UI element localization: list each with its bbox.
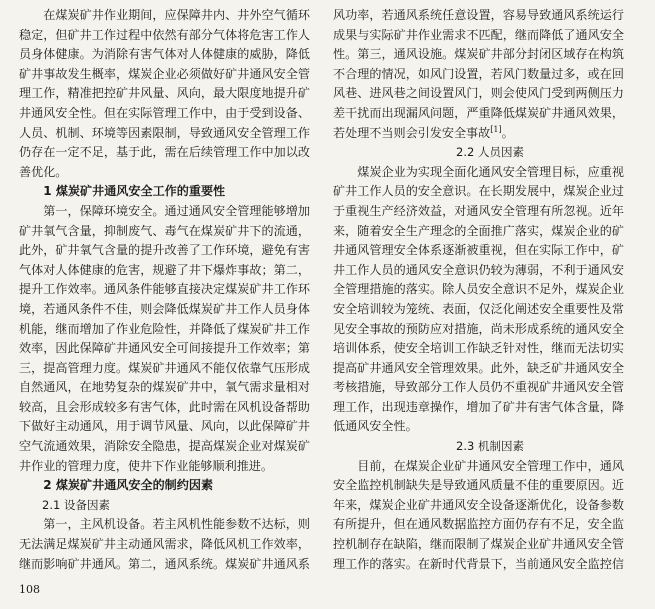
subsection-2-1-paragraph: 第一，主风机设备。若主风机性能参数不达标，则无法满足煤炭矿井主动通风需求，降低风机工作效率，继而影响矿井通风。第二，通风系统。煤炭矿井通风系 [19,517,310,571]
subsection-2-3-heading: 2.3 机制因素 [456,439,524,454]
subsection-2-2-paragraph: 煤炭企业为实现全面化通风安全管理目标，应重视矿井工作人员的安全意识。在长期发展中，煤炭企业过于重视生产经济效益，对通风安全管理有所忽视。近年来，随着安全生产理念的全面推广落实，煤炭企业的矿井通风管理安全体系逐渐被重视，但在实际工作中，矿井工作人员的通风安全意识仍较为薄弱，不利于通风安全管理措施的落实。除人员安全意识不足外，煤炭企业安全培训较为笼统、表面，仅泛化阐述安全重要性及常见安全事故的预防应对措施，尚未形成系统的通风安全培训体系，使安全培训工作缺乏针对性，继而无法切实提高矿井通风安全管理效果。此外，缺乏矿井通风安全考核措施，导致部分工作人员仍不重视矿井通风安全管理工作，出现违章操作，增加了矿井有害气体含量，降低通风安全性。 [333,164,624,434]
section-1-heading: 1 煤炭矿井通风安全工作的重要性 [43,184,226,199]
page-number: 108 [19,583,40,596]
continued-text: 风功率，若通风系统任意设置，容易导致通风系统运行成果与实际矿井作业需求不匹配，继而降低了通风安全性。第三，通风设施。煤炭矿井部分封闭区域存在构筑不合理的情况，如风门设置，若风门数量过多，或在回风巷、进风巷之间设置风门，则会使风门受到两侧压力差干扰而出现漏风问题，严重降低煤炭矿井通风效果，若处理不当则会引发安全事故 [333,8,624,140]
sentence-end: 。 [501,125,514,140]
intro-paragraph: 在煤炭矿井作业期间，应保障井内、井外空气循环稳定，但矿井工作过程中依然有部分气体将危害工作人员身体健康。为消除有害气体对人体健康的威胁，降低矿井事故发生概率，煤炭企业必须做好矿井通风安全管理工作，精准把控矿井风量、风向，最大限度地提升矿井通风安全性。但在实际管理工作中，由于受到设备、人员、机制、环境等因素限制，导致通风安全管理工作仍存在一定不足，基于此，需在后续管理工作中加以改善优化。 [19,8,310,179]
section-1-paragraph: 第一，保障环境安全。通过通风安全管理能够增加矿井氧气含量，抑制废气、毒气在煤炭矿井下的流通，此外，矿井氧气含量的提升改善了工作环境，避免有害气体对人体健康的危害，规避了井下爆炸事故；第二，提升工作效率。通风条件能够直接决定煤炭矿井工作环境，若通风条件不佳，则会降低煤炭矿井工作人员身体机能，继而增加了作业危险性，并降低了煤炭矿井工作效率，因此保障矿井通风安全可间接提升工作效率；第三，提高管理力度。煤炭矿井通风不能仅依靠气压形成自然通风，在地势复杂的煤炭矿井中，氧气需求量相对较高，且会形成较多有害气体，此时需在风机设备帮助下做好主动通风，用于调节风量、风向，以此保障矿井空气流通效果，消除安全隐患，提高煤炭企业对煤炭矿井作业的管理力度，使井下作业能够顺利推进。 [19,203,310,473]
subsection-2-1-continued-paragraph [333,6,624,143]
citation-ref: [1] [490,124,502,134]
left-column [19,6,310,576]
right-column [333,6,624,576]
subsection-2-1-heading: 2.1 设备因素 [42,497,110,512]
subsection-2-2-heading: 2.2 人员因素 [456,145,524,160]
subsection-2-3-paragraph: 目前，在煤炭企业矿井通风安全管理工作中，通风安全监控机制缺失是导致通风质量不佳的重要原因。近年来，煤炭企业矿井通风安全设备逐渐优化，设备参数有所提升，但在通风数据监控方面仍存有不足，安全监控机制存在缺陷，继而限制了煤炭企业矿井通风安全管理工作的落实。在新时代背景下，当前通风安全监控信 [333,458,624,571]
section-2-heading: 2 煤炭矿井通风安全的制约因素 [43,478,214,493]
